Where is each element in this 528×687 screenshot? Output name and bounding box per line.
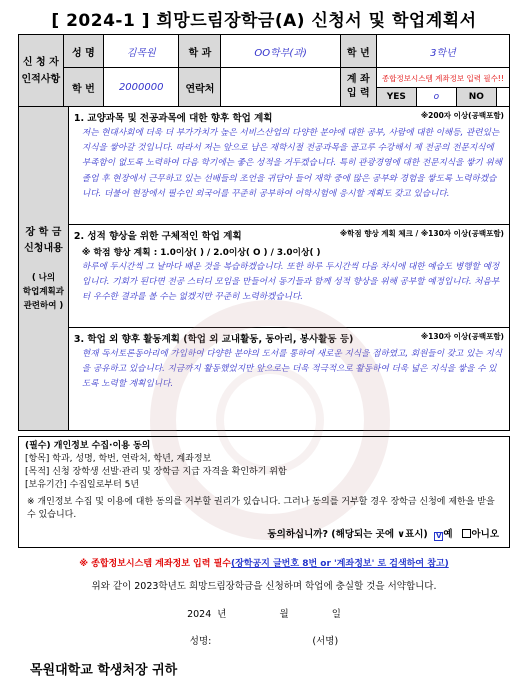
consent-question-row [267, 528, 499, 541]
grade-target-checklist[interactable]: ※ 학점 향상 계획 : 1.0이상( ) / 2.0이상( O ) / 3.0이상( ) [81, 248, 321, 258]
consent-no-label: 아니오 [471, 529, 499, 540]
account-reminder [0, 556, 528, 569]
section-2-note: ※학점 향상 계획 체크 / ※130자 이상(공백포함) [339, 229, 504, 238]
section-1-note: ※200자 이상(공백포함) [420, 111, 504, 120]
grade-label: 학 년 [340, 35, 376, 68]
dept-label: 학 과 [179, 35, 221, 68]
account-no-label: NO [457, 88, 497, 106]
id-field[interactable]: 2000000 [104, 68, 179, 107]
section-2-heading [74, 228, 504, 242]
signature-label: 성명: [189, 636, 212, 647]
signature-row [0, 633, 528, 647]
section-3-body: 현재 독서토론동아리에 가입하여 다양한 분야의 도서를 통하여 새로운 지식을 접하였고, 회원들이 갖고 있는 지식을 공유하고 있습니다. 지금까지 활동했었지만 앞으로는 더욱 적극적으로 활동하여 더욱 넓은 지식을 쌓을 수 있도록 노력할 계획입니다. [81, 349, 503, 390]
contact-label: 연락처 [179, 68, 221, 107]
section-3-heading [74, 331, 504, 345]
section-2-title: 2. 성적 향상을 위한 구체적인 학업 계획 [73, 231, 242, 242]
consent-item-period: [보유기간] 수집일로부터 5년 [25, 480, 140, 490]
plan-section-label: 장 학 금 신청내용 [24, 226, 63, 254]
applicant-section-label: 신 청 자 인적사항 [19, 35, 64, 107]
grade-field[interactable]: 3학년 [376, 35, 509, 68]
consent-notice: ※ 개인정보 수집 및 이용에 대한 동의를 거부할 권리가 있습니다. 그러나 동의를 거부할 경우 장학금 신청에 제한을 받을 수 있습니다. [27, 497, 495, 520]
consent-box [18, 436, 510, 548]
signature-mark: (서명) [312, 636, 339, 647]
consent-yes-label: 예 [443, 529, 453, 540]
account-reminder-red: ※ 종합정보시스템 계좌정보 입력 필수 [79, 559, 231, 569]
name-label: 성 명 [63, 35, 103, 68]
plan-section-1[interactable] [68, 107, 509, 225]
consent-item-fields: [항목] 학과, 성명, 학번, 연락처, 학년, 계좌정보 [25, 454, 212, 464]
pledge-text: 위와 같이 2023학년도 희망드림장학금을 신청하며 학업에 충실할 것을 서약합니다. [91, 581, 437, 592]
date-year: 2024 [187, 609, 212, 620]
plan-table [18, 106, 510, 431]
account-yes-field[interactable]: o [417, 88, 457, 106]
date-row [0, 606, 528, 620]
contact-field[interactable] [221, 68, 340, 107]
consent-title: (필수) 개인정보 수집·이용 동의 [25, 441, 151, 451]
account-yes-label: YES [377, 88, 417, 106]
account-reminder-link[interactable]: (장학공지 글번호 8번 or '계좌정보' 로 검색하여 참고) [230, 559, 449, 569]
date-day-unit: 일 [331, 609, 341, 620]
section-3-title: 3. 학업 외 향후 활동계획 (학업 외 교내활동, 동아리, 봉사활동 등) [73, 334, 354, 345]
account-options [377, 88, 509, 106]
page-title: [ 2024-1 ] 희망드림장학금(A) 신청서 및 학업계획서 [51, 11, 477, 31]
account-notice: 종합정보시스템 계좌정보 입력 필수!! [377, 69, 509, 88]
dept-field[interactable]: OO학부(과) [221, 35, 340, 68]
account-label: 계 좌 입 력 [340, 68, 376, 107]
section-3-note: ※130자 이상(공백포함) [420, 332, 504, 341]
consent-item-purpose: [목적] 신청 장학생 선발·관리 및 장학금 지급 자격을 확인하기 위함 [25, 467, 287, 477]
plan-section-sub: ( 나의 학업계획과 관련하여 ) [22, 272, 64, 311]
section-1-body: 저는 현대사회에 더욱 더 부가가치가 높은 서비스산업의 다양한 분야에 대한 공부, 사람에 대한 이해등, 관련있는 지식을 쌓아갈 것입니다. 따라서 저는 앞으로 남은 재학시절 전공과목을 골고루 수강해서 제 전공의 전문지식에 부족함이 없도록 노력하여 다음 학기에는 좋은 성적을 거두겠습니다. 특히 관광경영에 대한 전문지식을 쌓기 위해 졸업 후 현장에서 근무하고 있는 선배들의 조언을 귀담아 들어 재학 중에 많은 공부와 경험을 쌓도록 노력하겠습니다. 더불어 현장에서 필수인 외국어를 꾸준히 공부하여 어학시험에 응시할 계획도 갖고 있습니다. [81, 128, 503, 199]
consent-yes-checkbox[interactable]: V [436, 532, 442, 540]
applicant-table [18, 34, 510, 107]
section-1-heading [74, 110, 504, 124]
date-month-unit: 월 [279, 609, 289, 620]
section-1-title: 1. 교양과목 및 전공과목에 대한 향후 학업 계획 [73, 113, 273, 124]
id-label: 학 번 [63, 68, 103, 107]
date-year-unit: 년 [217, 609, 227, 620]
name-field[interactable]: 김목원 [104, 35, 179, 68]
consent-question: 동의하십니까? (해당되는 곳에 ∨표시) [267, 529, 428, 540]
plan-section-label-cell [19, 107, 69, 431]
account-no-field[interactable] [497, 88, 509, 106]
plan-section-3[interactable] [68, 328, 509, 431]
addressee: 목원대학교 학생처장 귀하 [30, 663, 178, 678]
account-cell [376, 68, 509, 107]
section-2-body: 하루에 두시간씩 그 날마다 배운 것을 복습하겠습니다. 또한 하루 두시간씩 다음 차시에 대한 예습도 병행할 예정입니다. 기회가 된다면 전공 스터디 모임을 만들어서 동기들과 함께 성적 향상을 위해 공부할 예정입니다. 처음부터 우수한 결과를 볼 수는 없겠지만 꾸준히 노력하겠습니다. [81, 262, 500, 303]
plan-section-2[interactable] [68, 225, 509, 328]
